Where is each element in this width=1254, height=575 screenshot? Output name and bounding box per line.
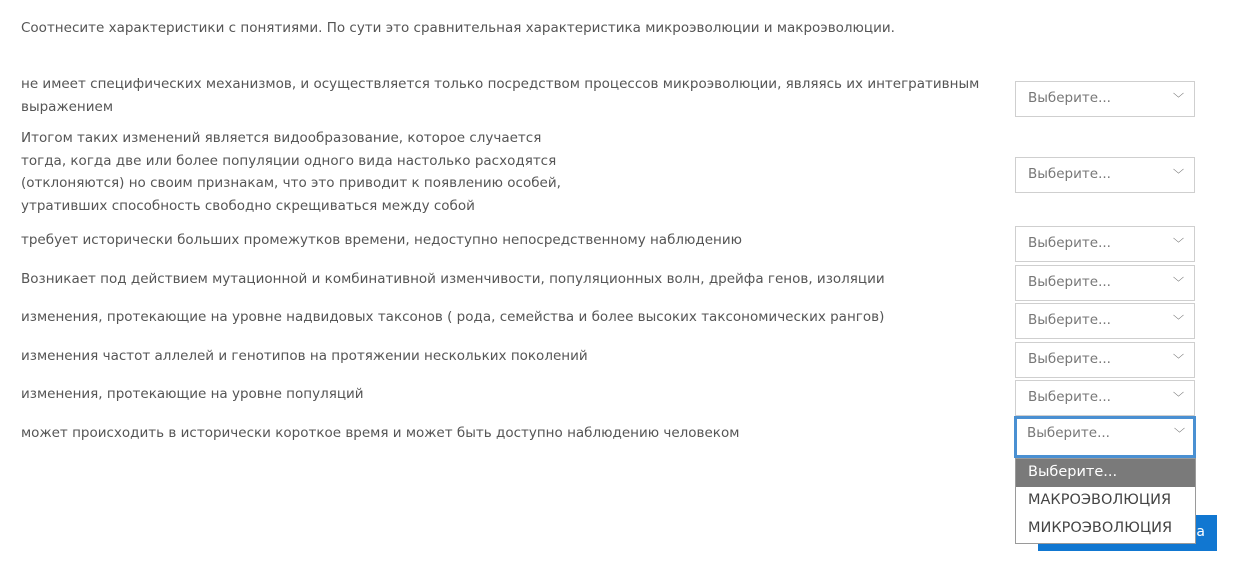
select-value: Выберите...	[1028, 312, 1111, 328]
select-value: Выберите...	[1028, 90, 1111, 106]
question-line: утративших способность свободно скрещиваться между собой	[21, 197, 475, 214]
option-label: МАКРОЭВОЛЮЦИЯ	[1028, 492, 1172, 508]
question-text	[21, 422, 981, 445]
dropdown-option-macroevolution[interactable]	[1016, 487, 1195, 515]
answer-select[interactable]	[1015, 342, 1195, 378]
select-dropdown-list	[1015, 458, 1196, 544]
question-text	[21, 73, 981, 118]
question-line: тогда, когда две или более популяции одного вида настолько расходятся	[21, 152, 557, 169]
answer-select[interactable]	[1015, 157, 1195, 193]
question-text	[21, 345, 981, 368]
question-line: изменения частот аллелей и генотипов на протяжении нескольких поколений	[21, 348, 588, 364]
question-line: изменения, протекающие на уровне популяций	[21, 386, 364, 402]
select-value: Выберите...	[1028, 166, 1111, 182]
chevron-down-icon: ﹀	[1173, 168, 1184, 181]
question-line: не имеет специфических механизмов, и осуществляется только посредством процессов микроэволюции, являясь их интегративным	[21, 76, 980, 92]
instruction-text: Соотнесите характеристики с понятиями. По сути это сравнительная характеристика микроэволюции и макроэволюции.	[21, 20, 895, 36]
select-value: Выберите...	[1027, 425, 1110, 441]
option-label: Выберите...	[1028, 464, 1118, 480]
chevron-down-icon: ﹀	[1174, 427, 1185, 440]
question-text	[21, 306, 981, 329]
question-line: выражением	[21, 98, 114, 115]
question-line: требует исторически больших промежутков времени, недоступно непосредственному наблюдению	[21, 232, 743, 248]
dropdown-option-microevolution[interactable]	[1016, 515, 1195, 543]
check-button-label: а	[1196, 524, 1205, 540]
chevron-down-icon: ﹀	[1173, 391, 1184, 404]
answer-select[interactable]	[1015, 265, 1195, 301]
answer-select[interactable]	[1015, 303, 1195, 339]
answer-select-focused[interactable]	[1014, 416, 1196, 458]
select-value: Выберите...	[1028, 235, 1111, 251]
question-line: (отклоняются) но своим признакам, что это приводит к появлению особей,	[21, 175, 561, 191]
dropdown-option-placeholder[interactable]	[1016, 459, 1195, 487]
chevron-down-icon: ﹀	[1173, 276, 1184, 289]
chevron-down-icon: ﹀	[1173, 353, 1184, 366]
chevron-down-icon: ﹀	[1173, 237, 1184, 250]
question-text	[21, 229, 981, 252]
question-line: может происходить в исторически короткое время и может быть доступно наблюдению человеком	[21, 425, 740, 441]
select-value: Выберите...	[1028, 351, 1111, 367]
select-value: Выберите...	[1028, 274, 1111, 290]
option-label: МИКРОЭВОЛЮЦИЯ	[1028, 520, 1173, 536]
chevron-down-icon: ﹀	[1173, 92, 1184, 105]
answer-select[interactable]	[1015, 81, 1195, 117]
question-text	[21, 268, 981, 291]
answer-select[interactable]	[1015, 380, 1195, 416]
question-line: изменения, протекающие на уровне надвидовых таксонов ( рода, семейства и более высоких таксономических рангов)	[21, 309, 885, 325]
question-text	[21, 127, 981, 217]
chevron-down-icon: ﹀	[1173, 314, 1184, 327]
answer-select[interactable]	[1015, 226, 1195, 262]
question-line: Возникает под действием мутационной и комбинативной изменчивости, популяционных волн, дрейфа генов, изоляции	[21, 271, 885, 287]
select-value: Выберите...	[1028, 389, 1111, 405]
question-text	[21, 383, 981, 406]
question-line: Итогом таких изменений является видообразование, которое случается	[21, 130, 542, 146]
